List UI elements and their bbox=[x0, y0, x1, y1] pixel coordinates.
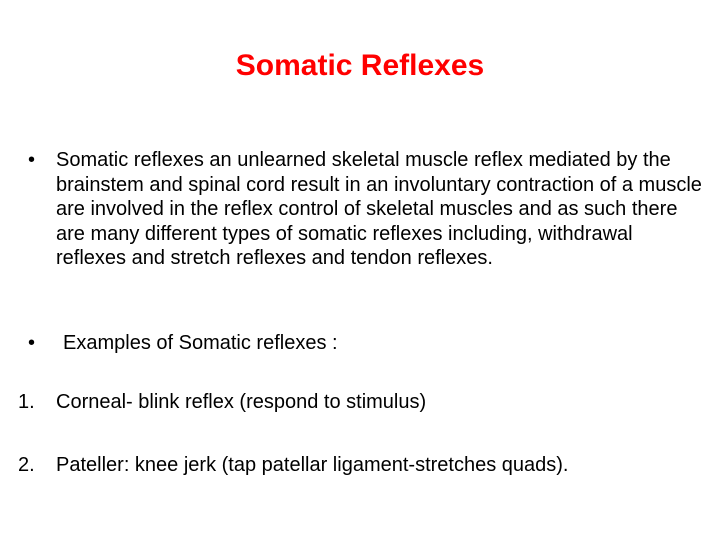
bullet-text: Somatic reflexes an unlearned skeletal muscle reflex mediated by the brainstem and spinal cord result in an involuntary contraction of a muscle are involved in the reflex control of skeletal muscles and as such there are many different types of somatic reflexes including, withdrawal reflexes and stretch reflexes and tendon reflexes. bbox=[56, 149, 702, 269]
bullet-marker: • bbox=[28, 149, 36, 171]
bullet-text: Examples of Somatic reflexes : bbox=[63, 332, 338, 354]
numbered-item-text: Pateller: knee jerk (tap patellar ligament-stretches quads). bbox=[56, 454, 569, 476]
number-marker: 1. bbox=[18, 391, 35, 413]
numbered-item-text: Corneal- blink reflex (respond to stimulus) bbox=[56, 391, 427, 413]
slide-title: Somatic Reflexes bbox=[235, 49, 485, 82]
bullet-marker: • bbox=[28, 332, 36, 354]
number-marker: 2. bbox=[18, 454, 35, 476]
